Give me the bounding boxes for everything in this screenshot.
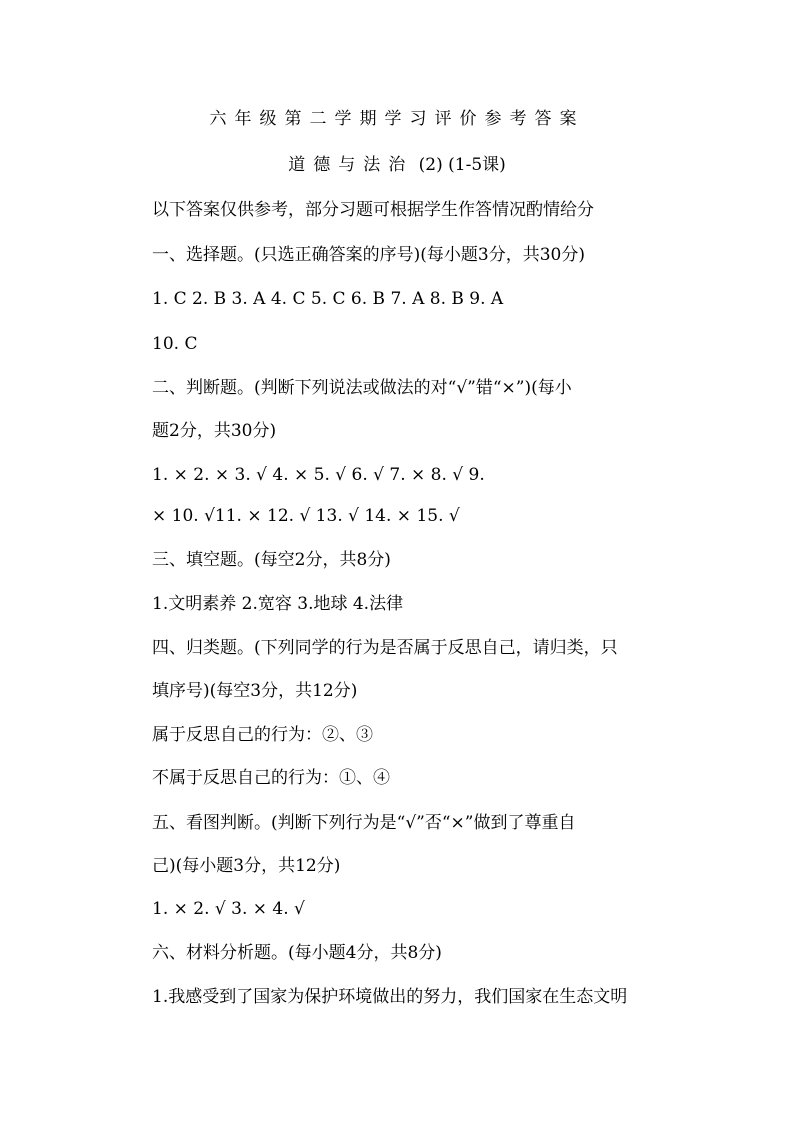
section-3-answers: 1.文明素养 2.宽容 3.地球 4.法律	[152, 594, 404, 614]
section-5-heading-cont: 己)(每小题3分，共12分)	[152, 856, 341, 876]
section-2-heading-cont: 题2分，共30分)	[152, 421, 277, 441]
section-2-answers: 1. × 2. × 3. √ 4. × 5. √ 6. √ 7. × 8. √ 9.	[152, 465, 485, 485]
section-6-answer-1: 1.我感受到了国家为保护环境做出的努力，我们国家在生态文明	[152, 987, 628, 1007]
intro-note: 以下答案仅供参考，部分习题可根据学生作答情况酌情给分	[152, 200, 594, 220]
section-1-answers-cont: 10. C	[152, 334, 198, 354]
section-5-answers: 1. × 2. √ 3. × 4. √	[152, 899, 305, 919]
section-4-answer-reflect: 属于反思自己的行为：②、③	[152, 725, 373, 745]
section-2-heading: 二、判断题。(判断下列说法或做法的对“√”错“×”)(每小	[152, 378, 572, 398]
section-3-heading: 三、填空题。(每空2分，共8分)	[152, 550, 391, 570]
section-4-heading: 四、归类题。(下列同学的行为是否属于反思自己，请归类，只	[152, 638, 618, 658]
section-5-heading: 五、看图判断。(判断下列行为是“√”否“×”做到了尊重自	[152, 813, 576, 833]
section-4-answer-not-reflect: 不属于反思自己的行为：①、④	[152, 768, 390, 788]
document-title: 六年级第二学期学习评价参考答案	[209, 109, 585, 129]
section-1-answers: 1. C 2. B 3. A 4. C 5. C 6. B 7. A 8. B 9. A	[152, 289, 504, 309]
section-4-heading-cont: 填序号)(每空3分，共12分)	[152, 681, 358, 701]
section-6-heading: 六、材料分析题。(每小题4分，共8分)	[152, 943, 442, 963]
subject-name: 道德与法治	[288, 155, 414, 175]
document-subtitle	[0, 154, 794, 176]
subject-range: (2) (1-5课)	[418, 155, 506, 175]
section-1-heading: 一、选择题。(只选正确答案的序号)(每小题3分，共30分)	[152, 245, 585, 265]
section-2-answers-cont: × 10. √11. × 12. √ 13. √ 14. × 15. √	[152, 506, 460, 526]
